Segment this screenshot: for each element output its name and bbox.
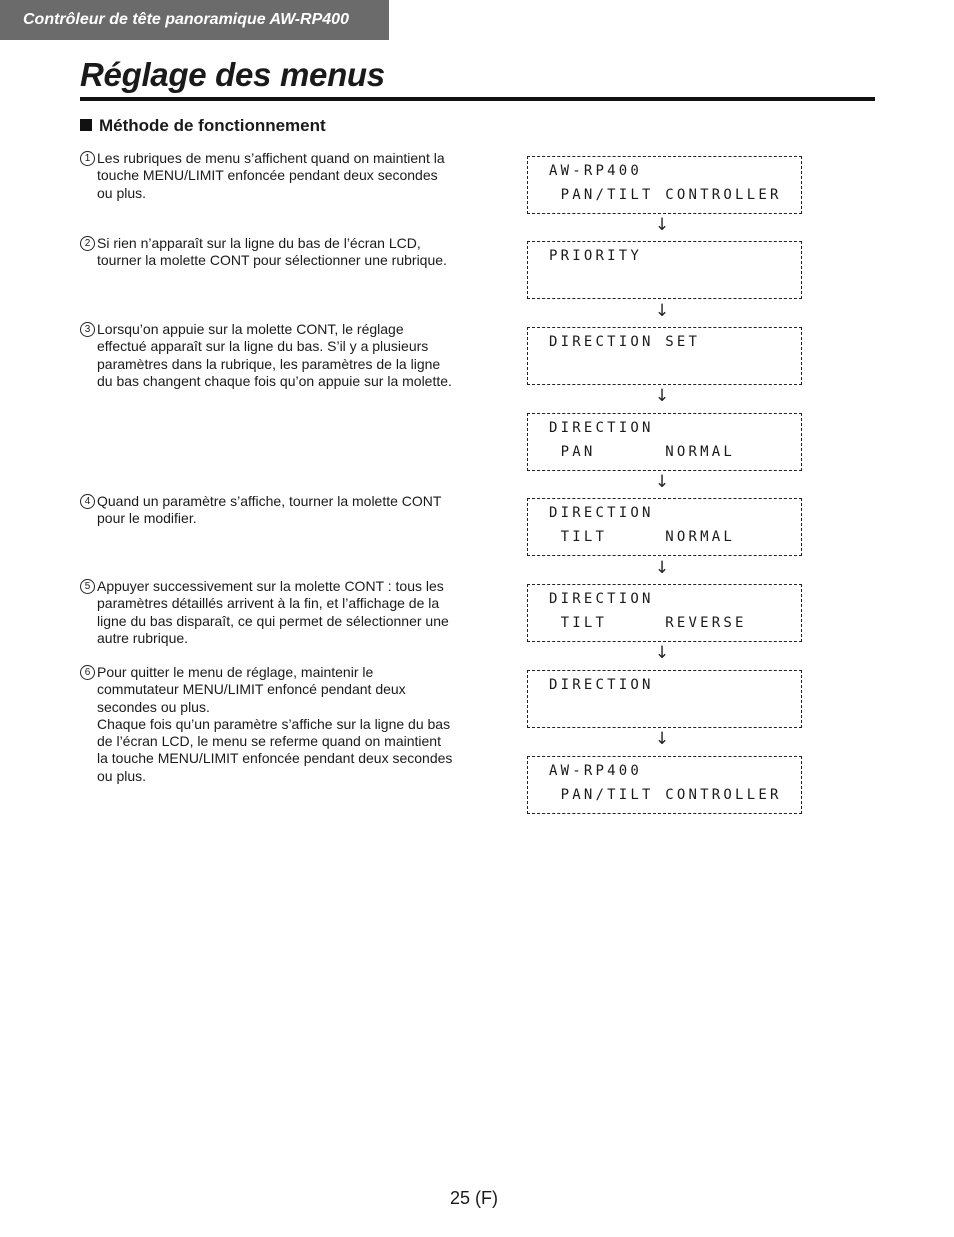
page-title: Réglage des menus <box>80 56 385 93</box>
lcd-line-1: DIRECTION <box>549 505 654 521</box>
lcd-line-2: TILT REVERSE <box>549 615 747 631</box>
lcd-line-1: DIRECTION <box>549 420 654 436</box>
step-number-circle: 4 <box>80 494 95 509</box>
lcd-line-1: AW-RP400 <box>549 163 643 179</box>
square-bullet-icon <box>80 119 92 131</box>
down-arrow-icon: ↓ <box>654 729 670 749</box>
lcd-line-2: PAN NORMAL <box>549 444 736 460</box>
lcd-screen <box>527 327 802 385</box>
step-text: Pour quitter le menu de réglage, maintenir le commutateur MENU/LIMIT enfoncé pendant deux secondes ou plus. Chaque fois qu’un paramètre s’affiche sur la ligne du bas de l’écran LCD, le menu se referme quand on maintient la touche MENU/LIMIT enfoncée pendant deux secondes ou plus. <box>97 664 453 784</box>
down-arrow-icon: ↓ <box>654 643 670 663</box>
step-number-circle: 5 <box>80 579 95 594</box>
step-item <box>80 235 460 270</box>
down-arrow-icon: ↓ <box>654 215 670 235</box>
down-arrow-icon: ↓ <box>654 386 670 406</box>
step-number-circle: 2 <box>80 236 95 251</box>
lcd-line-2: TILT NORMAL <box>549 529 736 545</box>
step-item <box>80 321 460 390</box>
lcd-screen <box>527 156 802 214</box>
step-text: Appuyer successivement sur la molette CONT : tous les paramètres détaillés arrivent à la fin, et l’affichage de la ligne du bas disparaît, ce qui permet de sélectionner une autre rubrique. <box>97 578 449 646</box>
step-number-circle: 1 <box>80 151 95 166</box>
section-heading <box>80 116 326 136</box>
step-item <box>80 493 460 528</box>
step-text: Les rubriques de menu s’affichent quand on maintient la touche MENU/LIMIT enfoncée pendant deux secondes ou plus. <box>97 150 445 201</box>
step-number-circle: 6 <box>80 665 95 680</box>
step-text: Si rien n’apparaît sur la ligne du bas de l’écran LCD, tourner la molette CONT pour sélectionner une rubrique. <box>97 235 447 269</box>
lcd-screen <box>527 670 802 728</box>
step-number-circle: 3 <box>80 322 95 337</box>
down-arrow-icon: ↓ <box>654 558 670 578</box>
page-number: 25 (F) <box>450 1188 499 1208</box>
lcd-line-2: PAN/TILT CONTROLLER <box>549 187 782 203</box>
down-arrow-icon: ↓ <box>654 472 670 492</box>
down-arrow-icon: ↓ <box>654 301 670 321</box>
lcd-screen <box>527 413 802 471</box>
lcd-line-2: PAN/TILT CONTROLLER <box>549 787 782 803</box>
step-text: Lorsqu’on appuie sur la molette CONT, le réglage effectué apparaît sur la ligne du bas. S’il y a plusieurs paramètres dans la rubrique, les paramètres de la ligne du bas changent chaque fois qu’on appuie sur la molette. <box>97 321 452 389</box>
step-item <box>80 664 460 785</box>
lcd-screen <box>527 241 802 299</box>
lcd-line-1: AW-RP400 <box>549 763 643 779</box>
section-heading-text: Méthode de fonctionnement <box>99 116 326 135</box>
step-item <box>80 150 460 202</box>
lcd-line-1: DIRECTION <box>549 677 654 693</box>
lcd-screen <box>527 584 802 642</box>
title-rule <box>80 97 875 101</box>
lcd-screen <box>527 498 802 556</box>
header-tab-label: Contrôleur de tête panoramique AW-RP400 <box>23 11 349 28</box>
step-text: Quand un paramètre s’affiche, tourner la molette CONT pour le modifier. <box>97 493 442 527</box>
header-tab <box>0 0 389 40</box>
lcd-screen <box>527 756 802 814</box>
lcd-line-1: DIRECTION SET <box>549 334 701 350</box>
lcd-line-1: DIRECTION <box>549 591 654 607</box>
lcd-line-1: PRIORITY <box>549 248 643 264</box>
step-item <box>80 578 460 647</box>
